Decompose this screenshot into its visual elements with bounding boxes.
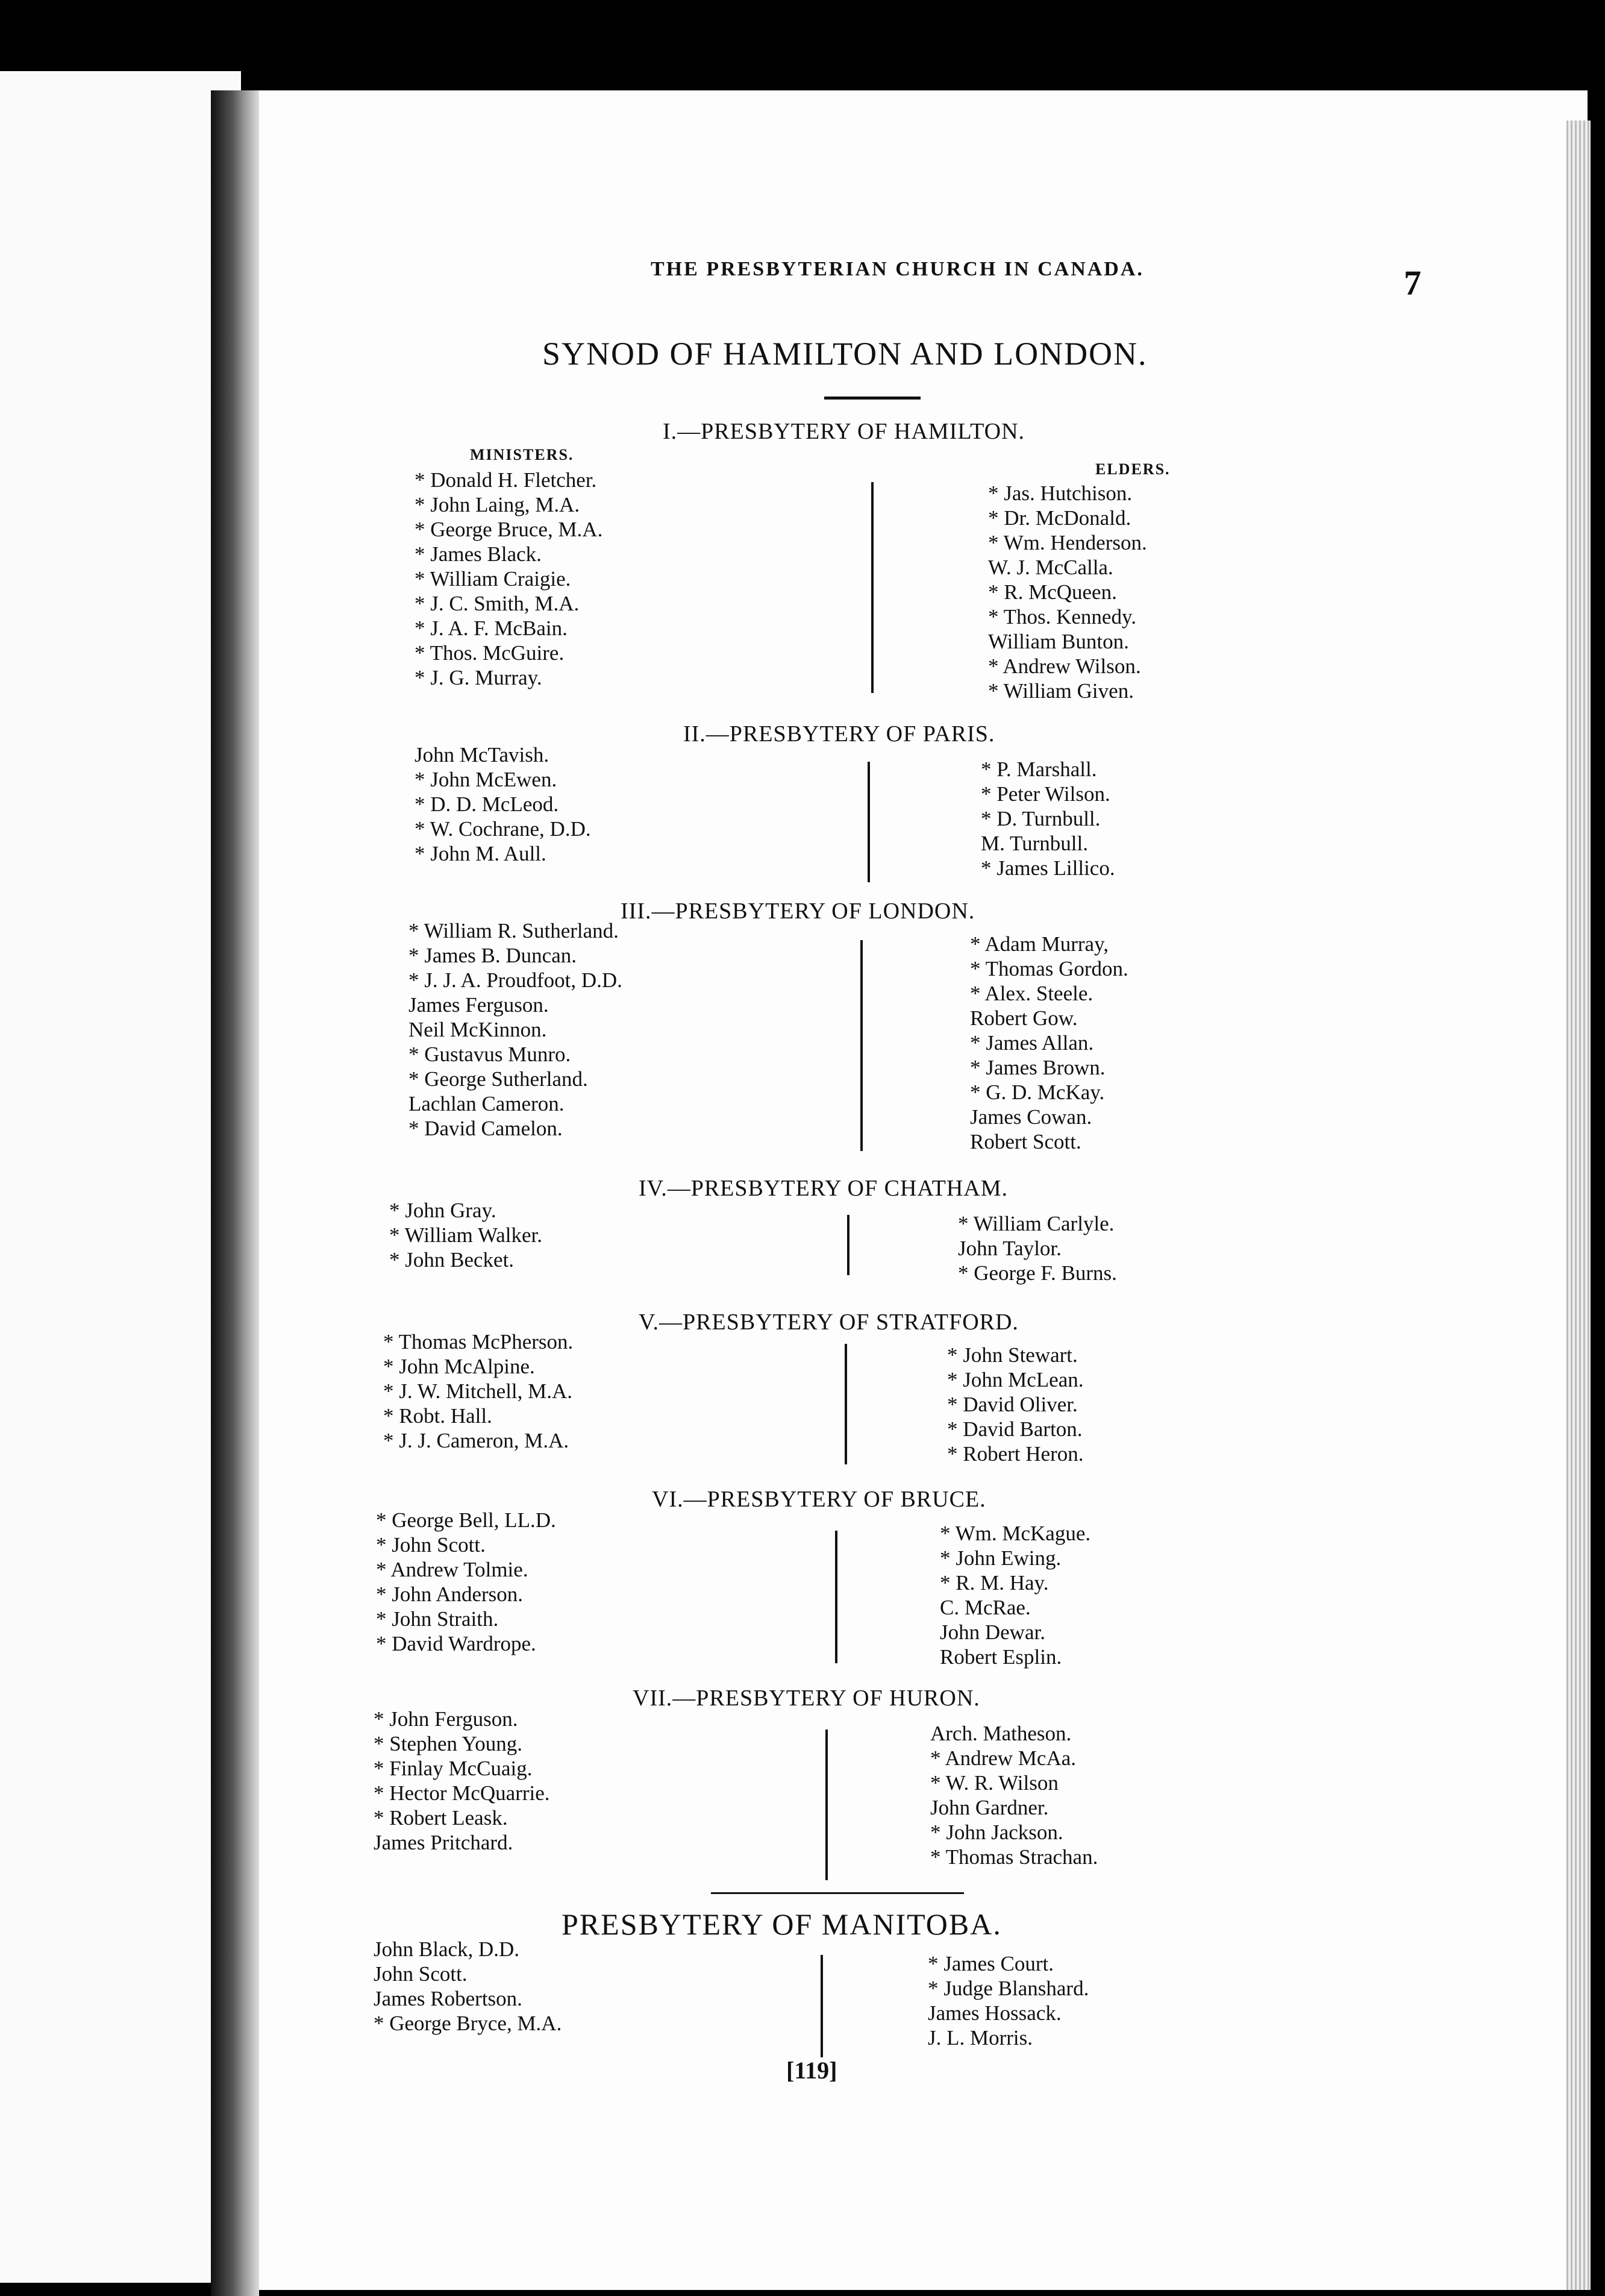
elder-name: Arch. Matheson. — [930, 1722, 1072, 1745]
presbytery-heading: VI.—PRESBYTERY OF BRUCE. — [652, 1487, 986, 1512]
elder-name: James Cowan. — [970, 1105, 1092, 1129]
minister-name: * Stephen Young. — [374, 1732, 522, 1755]
folio: [119] — [786, 2057, 837, 2084]
ministers-label: MINISTERS. — [470, 446, 574, 463]
elder-name: * David Oliver. — [947, 1393, 1078, 1416]
minister-name: * James Black. — [415, 542, 542, 566]
elder-name: * James Brown. — [970, 1056, 1106, 1079]
elder-name: Robert Esplin. — [940, 1645, 1062, 1669]
running-head: THE PRESBYTERIAN CHURCH IN CANADA. — [651, 258, 1144, 280]
elder-name: John Taylor. — [958, 1237, 1062, 1260]
column-divider — [871, 482, 874, 693]
minister-name: Lachlan Cameron. — [408, 1092, 565, 1115]
presbytery-heading: I.—PRESBYTERY OF HAMILTON. — [663, 419, 1025, 444]
presbytery-heading: V.—PRESBYTERY OF STRATFORD. — [639, 1310, 1019, 1335]
elder-name: * David Barton. — [947, 1417, 1083, 1441]
minister-name: * Hector McQuarrie. — [374, 1781, 550, 1805]
minister-name: * George Bruce, M.A. — [415, 518, 603, 541]
elder-name: J. L. Morris. — [928, 2026, 1033, 2050]
elder-name: * G. D. McKay. — [970, 1081, 1105, 1104]
elder-name: * George F. Burns. — [958, 1261, 1117, 1285]
minister-name: * Andrew Tolmie. — [376, 1558, 528, 1581]
minister-name: * Gustavus Munro. — [408, 1043, 571, 1066]
minister-name: * George Sutherland. — [408, 1067, 588, 1091]
minister-name: * William Walker. — [389, 1223, 543, 1247]
elder-name: C. McRae. — [940, 1596, 1031, 1619]
column-divider — [845, 1344, 847, 1464]
elders-label: ELDERS. — [1095, 460, 1171, 478]
minister-name: * J. A. F. McBain. — [415, 616, 568, 640]
facing-page — [0, 71, 241, 2283]
elder-name: * Thos. Kennedy. — [988, 605, 1136, 629]
elder-name: * John Stewart. — [947, 1343, 1078, 1367]
elder-name: W. J. McCalla. — [988, 556, 1113, 579]
minister-name: * D. D. McLeod. — [415, 792, 559, 816]
elder-name: * Jas. Hutchison. — [988, 481, 1133, 505]
minister-name: * Finlay McCuaig. — [374, 1757, 533, 1780]
minister-name: * John Laing, M.A. — [415, 493, 580, 516]
minister-name: * Thomas McPherson. — [383, 1330, 574, 1353]
column-divider — [847, 1215, 849, 1275]
minister-name: * J. C. Smith, M.A. — [415, 592, 580, 615]
minister-name: * Robt. Hall. — [383, 1404, 492, 1428]
column-divider — [868, 762, 870, 882]
elder-name: * John Jackson. — [930, 1821, 1063, 1844]
elder-name: * Thomas Gordon. — [970, 957, 1128, 980]
elder-name: * William Given. — [988, 679, 1134, 703]
elder-name: * Dr. McDonald. — [988, 506, 1131, 530]
elder-name: * Andrew Wilson. — [988, 654, 1141, 678]
minister-name: * John M. Aull. — [415, 842, 546, 865]
elder-name: * Robert Heron. — [947, 1442, 1084, 1466]
minister-name: * J. J. Cameron, M.A. — [383, 1429, 569, 1452]
manitoba-heading: PRESBYTERY OF MANITOBA. — [562, 1907, 1002, 1941]
elder-name: * Thomas Strachan. — [930, 1845, 1098, 1869]
minister-name: * John Gray. — [389, 1199, 496, 1222]
elder-name: * Alex. Steele. — [970, 982, 1093, 1005]
minister-name: * John McAlpine. — [383, 1355, 535, 1378]
elder-name: * Judge Blanshard. — [928, 1977, 1089, 2000]
elder-name: Robert Gow. — [970, 1006, 1078, 1030]
elder-name: * R. M. Hay. — [940, 1571, 1049, 1595]
minister-name: * David Camelon. — [408, 1117, 563, 1140]
elder-name: * William Carlyle. — [958, 1212, 1115, 1235]
minister-name: * J. J. A. Proudfoot, D.D. — [408, 968, 622, 992]
elder-name: James Hossack. — [928, 2001, 1062, 2025]
elder-name: * James Lillico. — [981, 856, 1115, 880]
presbytery-heading: II.—PRESBYTERY OF PARIS. — [683, 721, 995, 747]
minister-name: * John McEwen. — [415, 768, 557, 791]
synod-title: SYNOD OF HAMILTON AND LONDON. — [542, 336, 1148, 372]
minister-name: * Thos. McGuire. — [415, 641, 565, 665]
minister-name: * John Scott. — [376, 1533, 486, 1557]
presbytery-heading: VII.—PRESBYTERY OF HURON. — [633, 1686, 980, 1711]
minister-name: * William Craigie. — [415, 567, 571, 591]
elder-name: * Wm. McKague. — [940, 1522, 1091, 1545]
elder-name: * Wm. Henderson. — [988, 531, 1147, 554]
elder-name: * Andrew McAa. — [930, 1746, 1077, 1770]
minister-name: * John Anderson. — [376, 1582, 524, 1606]
minister-name: * George Bell, LL.D. — [376, 1508, 556, 1532]
minister-name: * J. W. Mitchell, M.A. — [383, 1379, 573, 1403]
minister-name: * J. G. Murray. — [415, 666, 542, 689]
minister-name: * John Straith. — [376, 1607, 499, 1631]
elder-name: * D. Turnbull. — [981, 807, 1101, 830]
column-divider — [821, 1955, 823, 2057]
minister-name: John Scott. — [374, 1962, 468, 1986]
minister-name: * John Ferguson. — [374, 1707, 518, 1731]
title-rule — [824, 397, 921, 400]
section-rule — [711, 1892, 964, 1894]
minister-name: James Pritchard. — [374, 1831, 513, 1854]
minister-name: * James B. Duncan. — [408, 944, 577, 967]
minister-name: James Robertson. — [374, 1987, 522, 2010]
column-divider — [825, 1730, 828, 1880]
elder-name: * W. R. Wilson — [930, 1771, 1059, 1795]
minister-name: John McTavish. — [415, 743, 549, 767]
elder-name: John Gardner. — [930, 1796, 1049, 1819]
elder-name: * Peter Wilson. — [981, 782, 1110, 806]
minister-name: James Ferguson. — [408, 993, 549, 1017]
presbytery-heading: III.—PRESBYTERY OF LONDON. — [621, 899, 975, 924]
elder-name: * Adam Murray, — [970, 932, 1109, 956]
minister-name: * W. Cochrane, D.D. — [415, 817, 591, 841]
minister-name: * David Wardrope. — [376, 1632, 536, 1655]
elder-name: William Bunton. — [988, 630, 1129, 653]
page-edges — [1566, 121, 1591, 2290]
page-number: 7 — [1404, 263, 1421, 303]
elder-name: * James Allan. — [970, 1031, 1094, 1055]
minister-name: * Robert Leask. — [374, 1806, 508, 1830]
elder-name: * James Court. — [928, 1952, 1054, 1975]
minister-name: * John Becket. — [389, 1248, 515, 1272]
elder-name: * R. McQueen. — [988, 580, 1117, 604]
minister-name: Neil McKinnon. — [408, 1018, 547, 1041]
minister-name: * Donald H. Fletcher. — [415, 468, 597, 492]
presbytery-heading: IV.—PRESBYTERY OF CHATHAM. — [639, 1176, 1008, 1201]
minister-name: John Black, D.D. — [374, 1937, 520, 1961]
elder-name: * John Ewing. — [940, 1546, 1062, 1570]
elder-name: M. Turnbull. — [981, 832, 1088, 855]
minister-name: * George Bryce, M.A. — [374, 2012, 562, 2035]
column-divider — [860, 940, 863, 1151]
elder-name: John Dewar. — [940, 1620, 1045, 1644]
elder-name: * John McLean. — [947, 1368, 1084, 1391]
elder-name: * P. Marshall. — [981, 757, 1097, 781]
elder-name: Robert Scott. — [970, 1130, 1081, 1153]
column-divider — [835, 1531, 837, 1663]
book-spine — [211, 90, 259, 2296]
minister-name: * William R. Sutherland. — [408, 919, 619, 943]
